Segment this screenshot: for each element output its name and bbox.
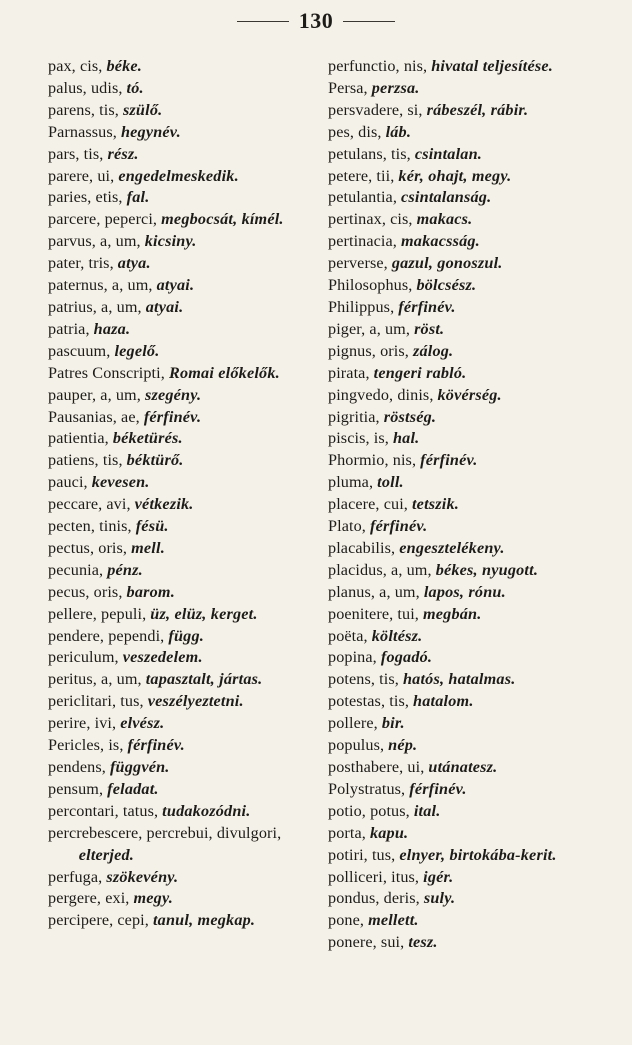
hungarian-translation: tapasztalt, jártas. — [145, 670, 263, 689]
dictionary-entry — [48, 144, 320, 166]
hungarian-translation: tanul, megkap. — [152, 911, 256, 930]
hungarian-translation: vétkezik. — [134, 495, 194, 514]
hungarian-translation: mellett. — [368, 911, 419, 930]
latin-headword: pirata, — [328, 363, 370, 382]
hungarian-translation: szülő. — [122, 100, 163, 119]
latin-headword: pendere, pependi, — [48, 626, 165, 645]
hungarian-translation: röst. — [414, 319, 445, 338]
dictionary-entry — [328, 122, 618, 144]
latin-headword: pluma, — [328, 473, 374, 492]
dictionary-entry — [48, 56, 320, 78]
latin-headword: Parnassus, — [48, 122, 117, 141]
latin-headword: percrebescere, percrebui, divulgori, — [48, 823, 282, 842]
latin-headword: placidus, a, um, — [328, 560, 432, 579]
dictionary-entry — [48, 823, 320, 867]
latin-headword: pauper, a, um, — [48, 385, 141, 404]
dictionary-entry — [48, 801, 320, 823]
hungarian-translation: ital. — [413, 801, 441, 820]
dictionary-entry — [328, 867, 618, 889]
hungarian-translation: nép. — [388, 736, 418, 755]
hungarian-translation: hal. — [392, 429, 420, 448]
dictionary-entry — [328, 713, 618, 735]
latin-headword: populus, — [328, 736, 385, 755]
dictionary-entry — [328, 604, 618, 626]
latin-headword: pergere, exi, — [48, 889, 130, 908]
latin-headword: parere, ui, — [48, 166, 115, 185]
hungarian-translation: perzsa. — [371, 78, 420, 97]
hungarian-translation: feladat. — [107, 779, 159, 798]
hungarian-translation: legelő. — [114, 341, 160, 360]
dictionary-entry — [328, 144, 618, 166]
hungarian-translation: hatalom. — [413, 692, 474, 711]
hungarian-translation: barom. — [126, 582, 175, 601]
latin-headword: parcere, peperci, — [48, 210, 158, 229]
hungarian-translation: röstség. — [383, 407, 437, 426]
hungarian-translation: férfinév. — [143, 407, 202, 426]
hungarian-translation: haza. — [93, 319, 131, 338]
latin-headword: persvadere, si, — [328, 100, 423, 119]
hungarian-translation: béke. — [106, 57, 143, 75]
latin-headword: pecten, tinis, — [48, 517, 132, 536]
dictionary-entry — [328, 56, 618, 78]
latin-headword: Polystratus, — [328, 779, 406, 798]
latin-headword: pone, — [328, 911, 365, 930]
dictionary-entry — [48, 516, 320, 538]
latin-headword: patientia, — [48, 429, 109, 448]
hungarian-translation: fésü. — [135, 517, 169, 536]
hungarian-translation: kövérség. — [437, 385, 502, 404]
latin-headword: piscis, is, — [328, 429, 389, 448]
latin-headword: patria, — [48, 319, 90, 338]
latin-headword: pecus, oris, — [48, 582, 123, 601]
dictionary-entry — [328, 757, 618, 779]
hungarian-translation: hivatal teljesítése. — [431, 57, 553, 75]
dictionary-entry — [48, 757, 320, 779]
hungarian-translation: szökevény. — [106, 867, 179, 886]
latin-headword: pollere, — [328, 714, 378, 733]
latin-headword: potio, potus, — [328, 801, 410, 820]
dictionary-entry — [48, 560, 320, 582]
dictionary-entry — [48, 187, 320, 209]
dictionary-entry — [328, 385, 618, 407]
dictionary-entry — [328, 341, 618, 363]
dictionary-entry — [48, 867, 320, 889]
latin-headword: posthabere, ui, — [328, 758, 425, 776]
latin-headword: pendens, — [48, 758, 106, 776]
dictionary-entry — [328, 297, 618, 319]
latin-headword: pignus, oris, — [328, 341, 409, 360]
header-rule-right — [343, 21, 395, 22]
dictionary-entry — [48, 363, 320, 385]
hungarian-translation: költész. — [371, 626, 423, 645]
dictionary-entry — [48, 713, 320, 735]
dictionary-entry — [48, 669, 320, 691]
hungarian-translation: veszélyeztetni. — [147, 692, 244, 711]
hungarian-translation: elterjed. — [78, 845, 135, 864]
hungarian-translation: csintalan. — [414, 144, 483, 163]
dictionary-entry — [48, 450, 320, 472]
latin-headword: perfuga, — [48, 867, 103, 886]
dictionary-entry — [48, 253, 320, 275]
hungarian-translation: elnyer, birtokába-kerit. — [399, 845, 557, 864]
dictionary-entry — [48, 647, 320, 669]
page-header — [0, 6, 632, 36]
dictionary-entry — [48, 582, 320, 604]
latin-headword: patrius, a, um, — [48, 297, 142, 316]
dictionary-entry — [328, 428, 618, 450]
latin-headword: piger, a, um, — [328, 319, 411, 338]
left-column — [48, 56, 320, 932]
latin-headword: pensum, — [48, 779, 104, 798]
latin-headword: ponere, sui, — [328, 933, 405, 952]
dictionary-entry — [328, 779, 618, 801]
dictionary-entry — [328, 275, 618, 297]
hungarian-translation: hegynév. — [120, 122, 181, 141]
hungarian-translation: kér, ohajt, megy. — [398, 166, 512, 185]
dictionary-entry — [328, 910, 618, 932]
hungarian-translation: férfinév. — [409, 779, 467, 798]
hungarian-translation: suly. — [423, 889, 456, 908]
latin-headword: percontari, tatus, — [48, 801, 159, 820]
latin-headword: petere, tii, — [328, 166, 395, 185]
dictionary-entry — [328, 100, 618, 122]
latin-headword: pes, dis, — [328, 122, 382, 141]
latin-headword: Phormio, nis, — [328, 451, 417, 470]
hungarian-translation: tetszik. — [411, 495, 460, 514]
dictionary-entry — [328, 691, 618, 713]
right-column — [328, 56, 618, 954]
dictionary-entry — [328, 735, 618, 757]
hungarian-translation: utánatesz. — [428, 758, 498, 776]
hungarian-translation: megbocsát, kímél. — [161, 210, 284, 229]
dictionary-entry — [328, 450, 618, 472]
dictionary-entry — [328, 253, 618, 275]
latin-headword: placabilis, — [328, 538, 396, 557]
hungarian-translation: üz, elüz, kerget. — [150, 604, 258, 623]
dictionary-entry — [328, 407, 618, 429]
latin-headword: planus, a, um, — [328, 582, 420, 601]
latin-headword: percipere, cepi, — [48, 911, 149, 930]
latin-headword: paternus, a, um, — [48, 276, 153, 295]
dictionary-entry — [48, 626, 320, 648]
latin-headword: parvus, a, um, — [48, 232, 141, 251]
dictionary-entry — [48, 78, 320, 100]
hungarian-translation: Romai előkelők. — [168, 363, 280, 382]
latin-headword: Philippus, — [328, 297, 395, 316]
hungarian-translation: atya. — [117, 254, 151, 273]
hungarian-translation: férfinév. — [369, 517, 428, 536]
hungarian-translation: tesz. — [408, 933, 438, 952]
latin-headword: pigritia, — [328, 407, 380, 426]
latin-headword: popina, — [328, 648, 377, 667]
hungarian-translation: veszedelem. — [122, 648, 203, 667]
dictionary-entry — [328, 363, 618, 385]
dictionary-entry — [328, 582, 618, 604]
hungarian-translation: láb. — [385, 122, 412, 141]
latin-headword: polliceri, itus, — [328, 867, 420, 886]
header-rule-left — [237, 21, 289, 22]
dictionary-entry — [328, 166, 618, 188]
hungarian-translation: fogadó. — [380, 648, 433, 667]
latin-headword: pauci, — [48, 473, 88, 492]
latin-headword: pellere, pepuli, — [48, 604, 147, 623]
latin-headword: palus, udis, — [48, 78, 123, 97]
hungarian-translation: atyai. — [145, 297, 184, 316]
dictionary-entry — [48, 494, 320, 516]
hungarian-translation: béktürő. — [126, 451, 184, 470]
dictionary-entry — [328, 560, 618, 582]
dictionary-entry — [48, 275, 320, 297]
hungarian-translation: igér. — [423, 867, 454, 886]
hungarian-translation: tengeri rabló. — [373, 363, 467, 382]
hungarian-translation: hatós, hatalmas. — [402, 670, 516, 689]
dictionary-entry — [328, 626, 618, 648]
latin-headword: pectus, oris, — [48, 538, 128, 557]
latin-headword: pars, tis, — [48, 144, 104, 163]
dictionary-entry — [48, 428, 320, 450]
dictionary-entry — [48, 231, 320, 253]
dictionary-entry — [48, 910, 320, 932]
dictionary-entry — [48, 407, 320, 429]
latin-headword: perfunctio, nis, — [328, 57, 428, 75]
dictionary-entry — [328, 231, 618, 253]
latin-headword: Pericles, is, — [48, 736, 124, 755]
latin-headword: pondus, deris, — [328, 889, 420, 908]
hungarian-translation: megy. — [133, 889, 174, 908]
page-number: 130 — [298, 8, 334, 33]
latin-headword: pertinacia, — [328, 232, 397, 251]
hungarian-translation: tudakozódni. — [162, 801, 251, 820]
latin-headword: periculum, — [48, 648, 119, 667]
hungarian-translation: szegény. — [144, 385, 202, 404]
dictionary-entry — [328, 472, 618, 494]
hungarian-translation: kapu. — [369, 823, 409, 842]
hungarian-translation: zálog. — [412, 341, 454, 360]
latin-headword: pertinax, cis, — [328, 210, 413, 229]
latin-headword: pascuum, — [48, 341, 111, 360]
latin-headword: paries, etis, — [48, 188, 123, 207]
latin-headword: Pausanias, ae, — [48, 407, 140, 426]
dictionary-entry — [48, 691, 320, 713]
hungarian-translation: tó. — [126, 78, 144, 97]
hungarian-translation: mell. — [131, 538, 165, 557]
latin-headword: perire, ivi, — [48, 714, 117, 733]
dictionary-entry — [328, 494, 618, 516]
dictionary-entry — [48, 297, 320, 319]
latin-headword: periclitari, tus, — [48, 692, 144, 711]
hungarian-translation: függvén. — [109, 758, 170, 776]
hungarian-translation: rábeszél, rábir. — [426, 100, 529, 119]
latin-headword: parens, tis, — [48, 100, 119, 119]
dictionary-entry — [328, 932, 618, 954]
hungarian-translation: atyai. — [156, 276, 195, 295]
dictionary-entry — [48, 166, 320, 188]
hungarian-translation: kicsiny. — [144, 232, 197, 251]
latin-headword: Persa, — [328, 78, 368, 97]
latin-headword: peritus, a, um, — [48, 670, 142, 689]
hungarian-translation: gazul, gonoszul. — [391, 254, 503, 273]
dictionary-entry — [328, 801, 618, 823]
hungarian-translation: rész. — [107, 144, 139, 163]
hungarian-translation: pénz. — [107, 560, 143, 579]
hungarian-translation: engesztelékeny. — [399, 538, 505, 557]
hungarian-translation: makacsság. — [401, 232, 480, 251]
latin-headword: pater, tris, — [48, 254, 114, 273]
hungarian-translation: béketürés. — [112, 429, 183, 448]
dictionary-entry — [48, 779, 320, 801]
hungarian-translation: elvész. — [120, 714, 165, 733]
latin-headword: potestas, tis, — [328, 692, 409, 711]
latin-headword: poenitere, tui, — [328, 604, 419, 623]
latin-headword: perverse, — [328, 254, 388, 273]
dictionary-entry — [48, 538, 320, 560]
latin-headword: Patres Conscripti, — [48, 363, 165, 382]
dictionary-entry — [328, 669, 618, 691]
latin-headword: Plato, — [328, 517, 366, 536]
latin-headword: potiri, tus, — [328, 845, 396, 864]
dictionary-entry — [328, 187, 618, 209]
dictionary-entry — [328, 319, 618, 341]
hungarian-translation: bir. — [381, 714, 405, 733]
latin-headword: pingvedo, dinis, — [328, 385, 434, 404]
hungarian-translation: csintalanság. — [401, 188, 492, 207]
latin-headword: poëta, — [328, 626, 368, 645]
hungarian-translation: fal. — [126, 188, 150, 207]
hungarian-translation: toll. — [377, 473, 404, 492]
hungarian-translation: függ. — [168, 626, 204, 645]
dictionary-entry — [328, 209, 618, 231]
dictionary-entry — [48, 604, 320, 626]
dictionary-entry — [48, 100, 320, 122]
hungarian-translation: békes, nyugott. — [435, 560, 539, 579]
latin-headword: Philosophus, — [328, 276, 413, 295]
dictionary-entry — [48, 319, 320, 341]
hungarian-translation: megbán. — [423, 604, 482, 623]
latin-headword: placere, cui, — [328, 495, 408, 514]
dictionary-entry — [48, 888, 320, 910]
hungarian-translation: makacs. — [416, 210, 473, 229]
hungarian-translation: engedelmeskedik. — [118, 166, 239, 185]
latin-headword: pax, cis, — [48, 57, 103, 75]
dictionary-entry — [328, 516, 618, 538]
dictionary-entry — [328, 845, 618, 867]
dictionary-entry — [48, 209, 320, 231]
hungarian-translation: férfinév. — [398, 297, 456, 316]
latin-headword: peccare, avi, — [48, 495, 131, 514]
latin-headword: pecunia, — [48, 560, 104, 579]
dictionary-entry — [328, 823, 618, 845]
latin-headword: patiens, tis, — [48, 451, 123, 470]
latin-headword: petulantia, — [328, 188, 397, 207]
dictionary-entry — [328, 538, 618, 560]
dictionary-entry — [48, 341, 320, 363]
dictionary-entry — [48, 735, 320, 757]
dictionary-entry — [328, 78, 618, 100]
hungarian-translation: lapos, rónu. — [423, 582, 506, 601]
latin-headword: potens, tis, — [328, 670, 399, 689]
hungarian-translation: bölcsész. — [416, 276, 477, 295]
hungarian-translation: férfinév. — [127, 736, 185, 755]
latin-headword: petulans, tis, — [328, 144, 411, 163]
dictionary-entry — [328, 888, 618, 910]
dictionary-entry — [48, 472, 320, 494]
dictionary-entry — [328, 647, 618, 669]
hungarian-translation: kevesen. — [91, 473, 150, 492]
dictionary-entry — [48, 385, 320, 407]
latin-headword: porta, — [328, 823, 366, 842]
dictionary-entry — [48, 122, 320, 144]
hungarian-translation: férfinév. — [420, 451, 478, 470]
